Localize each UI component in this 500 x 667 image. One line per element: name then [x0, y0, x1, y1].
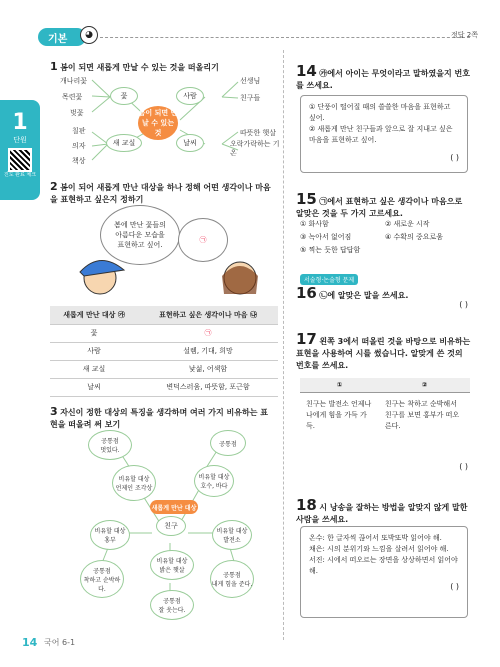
table-row	[50, 324, 278, 342]
table-header: ②	[379, 378, 470, 392]
table-cell: 날씨	[50, 378, 138, 396]
table-cell: 새 교실	[50, 360, 138, 378]
answer-blank[interactable]: ( )	[450, 153, 459, 162]
mindmap-node-classroom: 새 교실	[106, 134, 142, 152]
mindmap-node-flower: 꽃	[110, 87, 138, 105]
q3-center: 새롭게 만난 대상	[150, 500, 198, 514]
section-badge: 기본	[38, 28, 86, 46]
option[interactable]: ⑤ 찍는 듯한 답답함	[300, 246, 361, 254]
q3-compare-node: 비유할 대상 홍부	[90, 520, 130, 550]
column-divider	[283, 50, 284, 640]
question-number: 2	[50, 180, 58, 193]
page-number: 14	[22, 636, 38, 649]
question-tag: 서술형·논술형 문제	[300, 274, 358, 285]
leaf: 칠판	[72, 127, 86, 135]
table-cell: 설렘, 기대, 희망	[138, 342, 278, 360]
unit-number: 1	[12, 110, 28, 135]
question-number: 3	[50, 405, 58, 418]
q3-compare-node: 비유할 대상 언제인 조각상	[112, 465, 156, 501]
question-text: 봄이 되면 새롭게 만날 수 있는 것을 떠올리기	[60, 63, 219, 72]
answer-reference: 정답 2쪽	[451, 31, 478, 39]
question-text: 왼쪽 3에서 떠올린 것을 바탕으로 비유하는 표현을 사용하여 시를 썼습니다. 알맞게 쓴 것의 번호를 쓰세요.	[296, 337, 471, 370]
question-18	[296, 496, 471, 526]
header-rule	[100, 37, 470, 38]
q17-table	[300, 378, 470, 452]
table-cell: 낯섦, 어색함	[138, 360, 278, 378]
question-number: 16	[296, 284, 317, 302]
dialogue-line: 서진: 시에서 떠오르는 장면을 상상하면서 읽어야 해.	[309, 556, 458, 575]
answer-blank[interactable]: ( )	[459, 300, 468, 309]
table-cell: ㉠	[138, 324, 278, 342]
option[interactable]: ② 새로운 시작	[385, 220, 430, 228]
question-number: 18	[296, 496, 317, 514]
q3-compare-node: 비유할 대상 밝은 햇살	[150, 550, 194, 580]
question-text: ㉠에서 표현하고 싶은 생각이나 마음으로 알맞은 것을 두 가지 고르세요.	[296, 197, 463, 218]
q3-common-node: 공통점 잘 웃는다.	[150, 590, 194, 620]
question-number: 17	[296, 330, 317, 348]
leaf: 친구들	[240, 94, 261, 102]
answer-blank[interactable]: ( )	[450, 582, 459, 591]
q3-compare-node: 비유할 대상 호수, 바다	[194, 465, 234, 497]
table-header: ①	[300, 378, 379, 392]
q14-options-box	[300, 95, 468, 173]
leaf: 따뜻한 햇살	[240, 129, 277, 137]
leaf: 오락가락하는 기온	[230, 140, 280, 157]
table-row	[300, 392, 470, 452]
q3-compare-node: 비유할 대상 발전소	[212, 520, 252, 550]
question-number: 14	[296, 62, 317, 80]
option[interactable]: ③ 녹아서 없어짐	[300, 233, 352, 241]
question-text: ㉡에 알맞은 말을 쓰세요.	[319, 291, 409, 300]
leaf: 벚꽃	[70, 109, 84, 117]
table-header: 표현하고 싶은 생각이나 마음 ㉯	[138, 306, 278, 324]
table-cell: 친구는 착하고 순박해서 친구를 보면 홍부가 떠오른다.	[384, 399, 460, 430]
dialogue-line: 온수: 한 글자씩 끊어서 또박또박 읽어야 해.	[309, 534, 442, 542]
table-row	[50, 360, 278, 378]
q3-common-node: 공통점 내게 힘을 준다.	[210, 560, 254, 598]
unit-label: 단원	[13, 136, 27, 144]
dialogue-line: 채은: 시의 분위기와 느낌을 살려서 읽어야 해.	[309, 545, 449, 553]
question-17	[296, 330, 471, 372]
leaf: 책상	[72, 157, 86, 165]
table-cell: 친구는 발전소 언제나 나에게 힘을 가득 가득.	[306, 399, 372, 430]
question-15	[296, 190, 471, 220]
qr-caption: 진도 완료 체크	[3, 172, 37, 178]
mindmap-center: 봄이 되면 만날 수 있는 것	[138, 106, 178, 140]
q18-box	[300, 526, 468, 618]
q15-options	[300, 218, 470, 257]
q3-inner-node: 친구	[156, 516, 186, 536]
leaf: 의자	[72, 142, 86, 150]
option: ② 새롭게 만난 친구들과 앞으로 잘 지내고 싶은 마음을 표현하고 싶어.	[309, 125, 453, 144]
speech-bubble-left: 봄에 만난 꽃들의 아름다운 모습을 표현하고 싶어.	[100, 205, 180, 265]
leaf: 선생님	[240, 77, 261, 85]
question-number: 1	[50, 60, 58, 73]
question-number: 15	[296, 190, 317, 208]
leaf: 목련꽃	[62, 93, 83, 101]
q3-common-node: 공통점	[210, 430, 246, 456]
book-label: 국어 6-1	[44, 638, 76, 647]
table-cell: 꽃	[50, 324, 138, 342]
q3-common-node: 공통점 멋있다.	[88, 430, 132, 460]
question-2	[50, 180, 275, 206]
leaf: 개나리꽃	[60, 77, 88, 85]
answer-blank[interactable]: ( )	[459, 462, 468, 471]
option: ① 단풍이 떨어질 때의 쓸쓸한 마음을 표현하고 싶어.	[309, 103, 451, 122]
children-illustration	[70, 250, 270, 310]
option[interactable]: ① 화사함	[300, 220, 329, 228]
option[interactable]: ④ 수확의 중요로움	[385, 233, 444, 241]
question-text: 자신이 정한 대상의 특징을 생각하며 여러 가지 비유하는 표현을 떠올려 써 보기	[50, 408, 268, 429]
question-14	[296, 62, 471, 92]
question-text: ㉮에서 아이는 무엇이라고 말하였을지 번호를 쓰세요.	[296, 69, 470, 90]
table-row	[50, 342, 278, 360]
question-text: 봄이 되어 새롭게 만난 대상을 하나 정해 어떤 생각이나 마음을 표현하고 싶은지 정하기	[50, 183, 271, 204]
table-row	[50, 378, 278, 396]
table-cell: 변덕스러움, 따뜻함, 포근함	[138, 378, 278, 396]
speech-bubble-right: ㉠	[178, 218, 228, 262]
question-text: 시 낭송을 잘하는 방법을 알맞지 않게 말한 사람을 쓰세요.	[296, 503, 468, 524]
mindmap-node-people: 사람	[176, 87, 204, 105]
q3-common-node: 공통점 착하고 순박하다.	[80, 560, 124, 598]
table-header: 새롭게 만난 대상 ㉮	[50, 306, 138, 324]
mindmap-node-weather: 날씨	[176, 134, 204, 152]
q2-table	[50, 306, 278, 397]
mascot-icon: ◕	[80, 26, 98, 44]
table-cell: 사람	[50, 342, 138, 360]
qr-code-icon[interactable]	[8, 148, 32, 172]
